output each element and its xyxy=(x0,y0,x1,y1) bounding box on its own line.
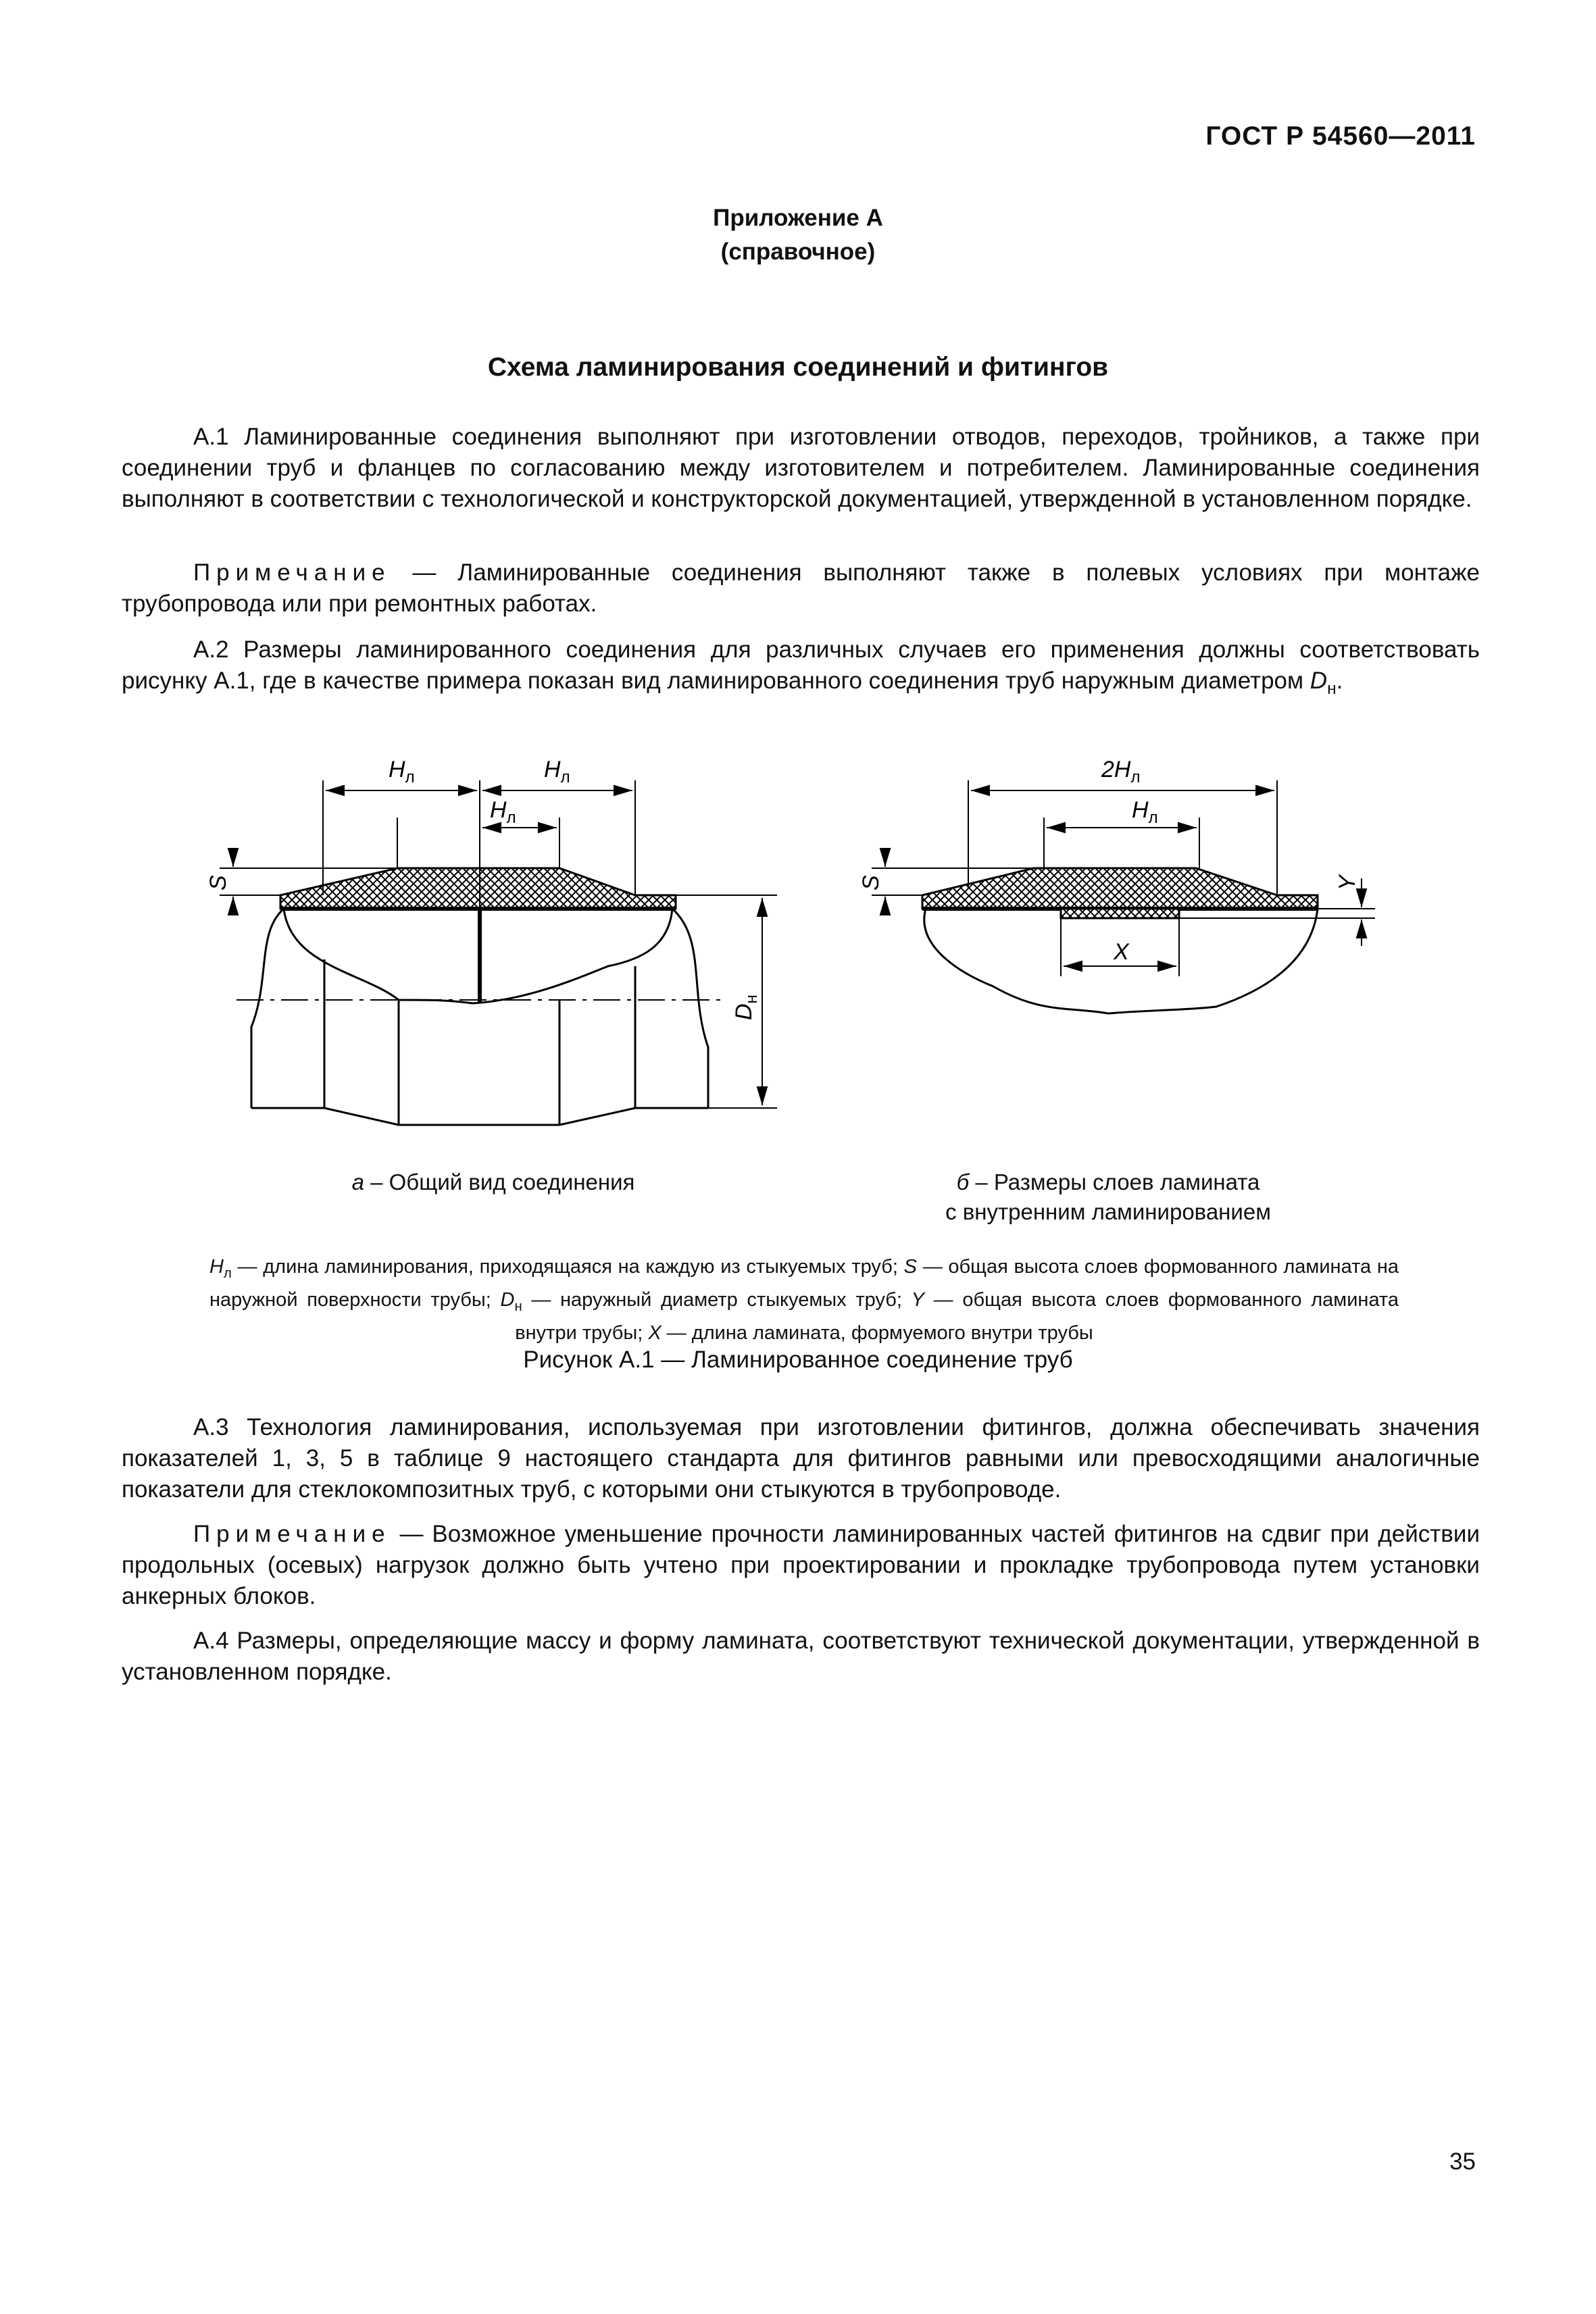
laminate-outer-a xyxy=(280,868,676,909)
note-text: — Возможное уменьшение прочности ламинированных частей фитингов на сдвиг при действии продольных (осевых) нагрузок должно быть учтено при проектировании и прокладке трубопровода путем установки анкерных блоков. xyxy=(122,1521,1480,1609)
paragraph-a1: А.1 Ламинированные соединения выполняют при изготовлении отводов, переходов, тройников, а также при соединении труб и фланцев по согласованию между изготовителем и потребителем. Ламинированные соединения выполняют в соответствии с технологической и конструкторской документацией, утвержденной в установленном порядке. xyxy=(122,424,1480,512)
legend-x-sym: X xyxy=(648,1322,662,1344)
legend-part3: — наружный диаметр стыкуемых труб; xyxy=(522,1288,912,1311)
caption-a xyxy=(257,1167,730,1197)
label-x: X xyxy=(1114,939,1129,965)
label-2h: $2H_л$ xyxy=(1101,757,1141,786)
legend-h-sub: л xyxy=(223,1265,232,1281)
laminate-outer-b xyxy=(922,868,1318,909)
figure-title: Рисунок А.1 — Ламинированное соединение труб xyxy=(523,1347,1073,1373)
diagram-b-labels xyxy=(858,757,1360,965)
legend-s-sym: S xyxy=(903,1256,917,1278)
diagram-b xyxy=(872,780,1375,1013)
caption-b-letter: б xyxy=(956,1169,970,1194)
pipe-right-wall xyxy=(672,909,708,1108)
legend-d-sub: н xyxy=(514,1299,522,1314)
label-h-right: $H_л$ xyxy=(544,757,570,786)
note-1 xyxy=(122,557,1480,620)
label-s-left: S xyxy=(205,875,231,890)
diagram-a xyxy=(220,780,777,1125)
note-text: — Ламинированные соединения выполняют также в полевых условиях при монтаже трубопровода или при ремонтных работах. xyxy=(122,559,1480,617)
laminate-inner-b xyxy=(1061,909,1179,918)
legend-part5: — длина ламината, формуемого внутри трубы xyxy=(661,1322,1093,1344)
legend-part1: — длина ламинирования, приходящаяся на каждую из стыкуемых труб; xyxy=(231,1256,904,1278)
label-dn: $D_н$ xyxy=(731,995,761,1020)
label-h-b: $H_л$ xyxy=(1132,797,1158,827)
note-2 xyxy=(122,1519,1480,1612)
section-title: Схема ламинирования соединений и фитингов xyxy=(487,353,1109,382)
legend-part2: — общая высота слоев формованного ламината на наружной поверхности трубы; xyxy=(209,1256,1399,1311)
paragraph-a4: А.4 Размеры, определяющие массу и форму ламината, соответствуют технической документации, утвержденной в установленном порядке. xyxy=(122,1628,1480,1685)
paragraph-a2-text: А.2 Размеры ламинированного соединения для различных случаев его применения должны соответствовать рисунку А.1, где в качестве примера показан вид ламинированного соединения труб наружным диаметром xyxy=(122,636,1480,694)
label-h-inner: $H_л$ xyxy=(490,797,516,827)
figure-legend xyxy=(209,1254,1399,1347)
annex-heading xyxy=(0,201,1596,269)
legend-h-sym: H xyxy=(209,1256,224,1278)
paragraph-a3: А.3 Технология ламинирования, используемая при изготовлении фитингов, должна обеспечивать значения показателей 1, 3, 5 в таблице 9 настоящего стандарта для фитингов равными или превосходящими аналогичные показатели для стеклокомпозитных труб, с которыми они стыкуются в трубопроводе. xyxy=(122,1414,1480,1503)
caption-b-text: – Размеры слоев ламината xyxy=(969,1169,1260,1194)
annex-type: (справочное) xyxy=(720,238,876,265)
annex-title: Приложение А xyxy=(713,205,883,231)
standard-number: ГОСТ Р 54560—2011 xyxy=(1205,122,1476,151)
legend-y-sym: Y xyxy=(911,1288,924,1311)
legend-part4: — общая высота слоев формованного ламината внутри трубы; xyxy=(515,1288,1399,1344)
symbol-d-sub: н xyxy=(1327,680,1337,698)
caption-b-line1 xyxy=(872,1167,1345,1197)
paragraph-a2-end: . xyxy=(1336,668,1343,694)
label-y: Y xyxy=(1335,875,1360,890)
note-label: Примечание xyxy=(193,1521,391,1547)
pipe-left-wall xyxy=(251,909,284,1108)
legend-d-sym: D xyxy=(500,1288,515,1311)
caption-b xyxy=(872,1167,1345,1227)
label-s-right: S xyxy=(858,875,884,890)
caption-a-letter: а xyxy=(351,1169,364,1194)
paragraph-a2 xyxy=(122,634,1480,705)
label-h-left: $H_л$ xyxy=(389,757,415,786)
figure-a1 xyxy=(0,736,1596,1223)
caption-b-line2: с внутренним ламинированием xyxy=(945,1199,1271,1224)
symbol-d: D xyxy=(1310,668,1328,694)
caption-a-text: – Общий вид соединения xyxy=(364,1169,635,1194)
note-label: Примечание xyxy=(193,559,391,586)
page-number: 35 xyxy=(1449,2148,1476,2175)
